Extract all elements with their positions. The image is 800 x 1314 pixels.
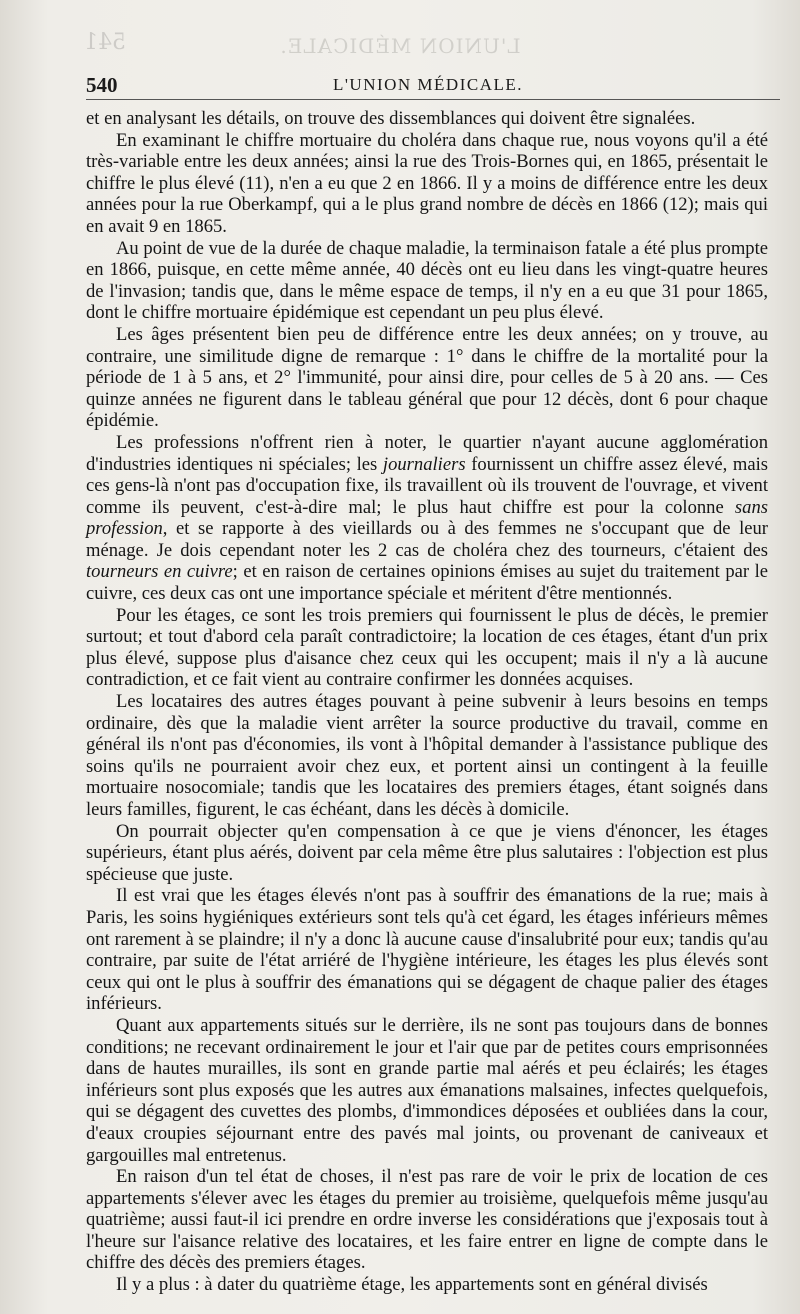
italic-sans-profession: sans profession: [86, 496, 768, 540]
page-header: [86, 73, 770, 97]
paragraph-5-part-1: Les professions n'offrent rien à noter, le quartier n'ayant aucune agglomération d'industries identiques ni spéciales; les: [86, 431, 768, 475]
paragraph-5-part-4: ; et en raison de certaines opinions émises au sujet du traitement par le cuivre, ces deux cas ont une importance spéciale et méritent d'être mentionnés.: [86, 561, 768, 605]
paragraph-5-part-3: , et se rapporte à des vieillards ou à des femmes ne s'occupant que de leur ménage. Je dois cependant noter les 2 cas de choléra chez des tourneurs, c'étaient des: [86, 518, 768, 561]
paragraph-9: Il est vrai que les étages élevés n'ont pas à souffrir des émanations de la rue; mais à Paris, les soins hygiéniques extérieurs sont tels qu'à cet égard, les étages inférieurs mêmes ont rarement à se plaindre; il n'y a donc là aucune cause d'insalubrité pour eux; tandis qu'au contraire, par suite de l'état arriéré de l'hygiène intérieure, les étages les plus élevés sont ceux qui ont le plus à souffrir des émanations qui se dégagent de chaque palier des étages inférieurs.: [86, 885, 768, 1015]
paragraph-7: Les locataires des autres étages pouvant à peine subvenir à leurs besoins en temps ordinaire, dès que la maladie vient arrêter la source productive du travail, comme en général ils n'ont pas d'économies, ils vont à l'hôpital demander à l'assistance publique des soins qu'ils ne pourraient avoir chez eux, et portent ainsi un contingent à la feuille mortuaire nosocomiale; tandis que les locataires des premiers étages, étant soignés dans leurs familles, figurent, le cas échéant, dans les décès à domicile.: [86, 691, 768, 820]
show-through-running-head: L'UNION MÉDICALE.: [279, 34, 521, 58]
paragraph-3: Au point de vue de la durée de chaque maladie, la terminaison fatale a été plus prompte en 1866, puisque, en cette même année, 40 décès ont eu lieu dans les vingt-quatre heures de l'invasion; tandis que, dans le même espace de temps, il n'y en a eu que 31 pour 1865, dont le chiffre mortuaire épidémique est cependant un peu plus élevé.: [86, 237, 768, 324]
paragraph-2: En examinant le chiffre mortuaire du choléra dans chaque rue, nous voyons qu'il a été très-variable entre les deux années; ainsi la rue des Trois-Bornes qui, en 1865, présentait le chiffre le plus élevé (11), n'en a eu que 2 en 1866. Il y a moins de différence entre les deux années pour la rue Oberkampf, qui a le plus grand nombre de décès en 1866 (12); mais qui en avait 9 en 1865.: [86, 129, 768, 237]
paragraph-8: On pourrait objecter qu'en compensation à ce que je viens d'énoncer, les étages supérieurs, étant plus aérés, doivent par cela même être plus salutaires : l'objection est plus spécieuse que juste.: [86, 820, 768, 885]
header-rule: [86, 99, 780, 100]
paragraph-4: Les âges présentent bien peu de différence entre les deux années; on y trouve, au contraire, une similitude digne de remarque : 1° dans le chiffre de la mortalité pour la période de 1 à 5 ans, et 2° l'immunité, pour ainsi dire, pour celles de 5 à 20 ans. — Ces quinze années ne figurent dans le tableau général que pour 12 décès, dont 6 pour chaque épidémie.: [86, 323, 768, 432]
running-head: L'UNION MÉDICALE.: [332, 75, 524, 94]
page-number: 540: [86, 73, 118, 97]
paragraph-5: [86, 432, 768, 605]
paragraph-5-part-2: fournissent un chiffre assez élevé, mais ces gens-là n'ont pas d'occupation fixe, ils travaillent où ils trouvent de l'ouvrage, et vivent comme ils peuvent, c'est-à-dire mal; le plus haut chiffre est pour la colonne: [86, 453, 768, 518]
paragraph-12: Il y a plus : à dater du quatrième étage, les appartements sont en général divisés: [116, 1274, 708, 1296]
italic-tourneurs-en-cuivre: tourneurs en cuivre: [86, 561, 233, 583]
show-through-page-number: 541: [84, 30, 126, 55]
italic-journaliers: journaliers: [382, 453, 466, 475]
article-body: [86, 108, 768, 1296]
paragraph-6: Pour les étages, ce sont les trois premiers qui fournissent le plus de décès, le premier surtout; et tout d'abord cela paraît contradictoire; la location de ces étages, étant d'un prix plus élevé, suppose plus d'aisance chez ceux qui les occupent; mais il n'y a là aucune contradiction, et ce fait vient au contraire confirmer les données acquises.: [86, 604, 768, 691]
paragraph-10: Quant aux appartements situés sur le derrière, ils ne sont pas toujours dans de bonnes conditions; ne recevant ordinairement le jour et l'air que par de petites cours emprisonnées dans de hautes murailles, ils sont en grande partie mal aérés et peu éclairés; les étages inférieurs sont plus exposés que les autres aux émanations malsaines, infectes quelquefois, qui se dégagent des cuvettes des plombs, d'immondices déposées et oubliées dans la cour, d'eaux croupies séjournant entre des pavés mal joints, ou provenant de caniveaux et gargouilles mal entretenus.: [86, 1014, 768, 1166]
paragraph-11: En raison d'un tel état de choses, il n'est pas rare de voir le prix de location de ces appartements s'élever avec les étages du premier au troisième, quelquefois même jusqu'au quatrième; aussi faut-il ici prendre en ordre inverse les considérations que j'exposais tout à l'heure sur l'aisance relative des locataires, et les faire entrer en ligne de compte dans le chiffre des décès des premiers étages.: [86, 1166, 768, 1274]
paragraph-1: et en analysant les détails, on trouve des dissemblances qui doivent être signalées.: [86, 108, 696, 129]
